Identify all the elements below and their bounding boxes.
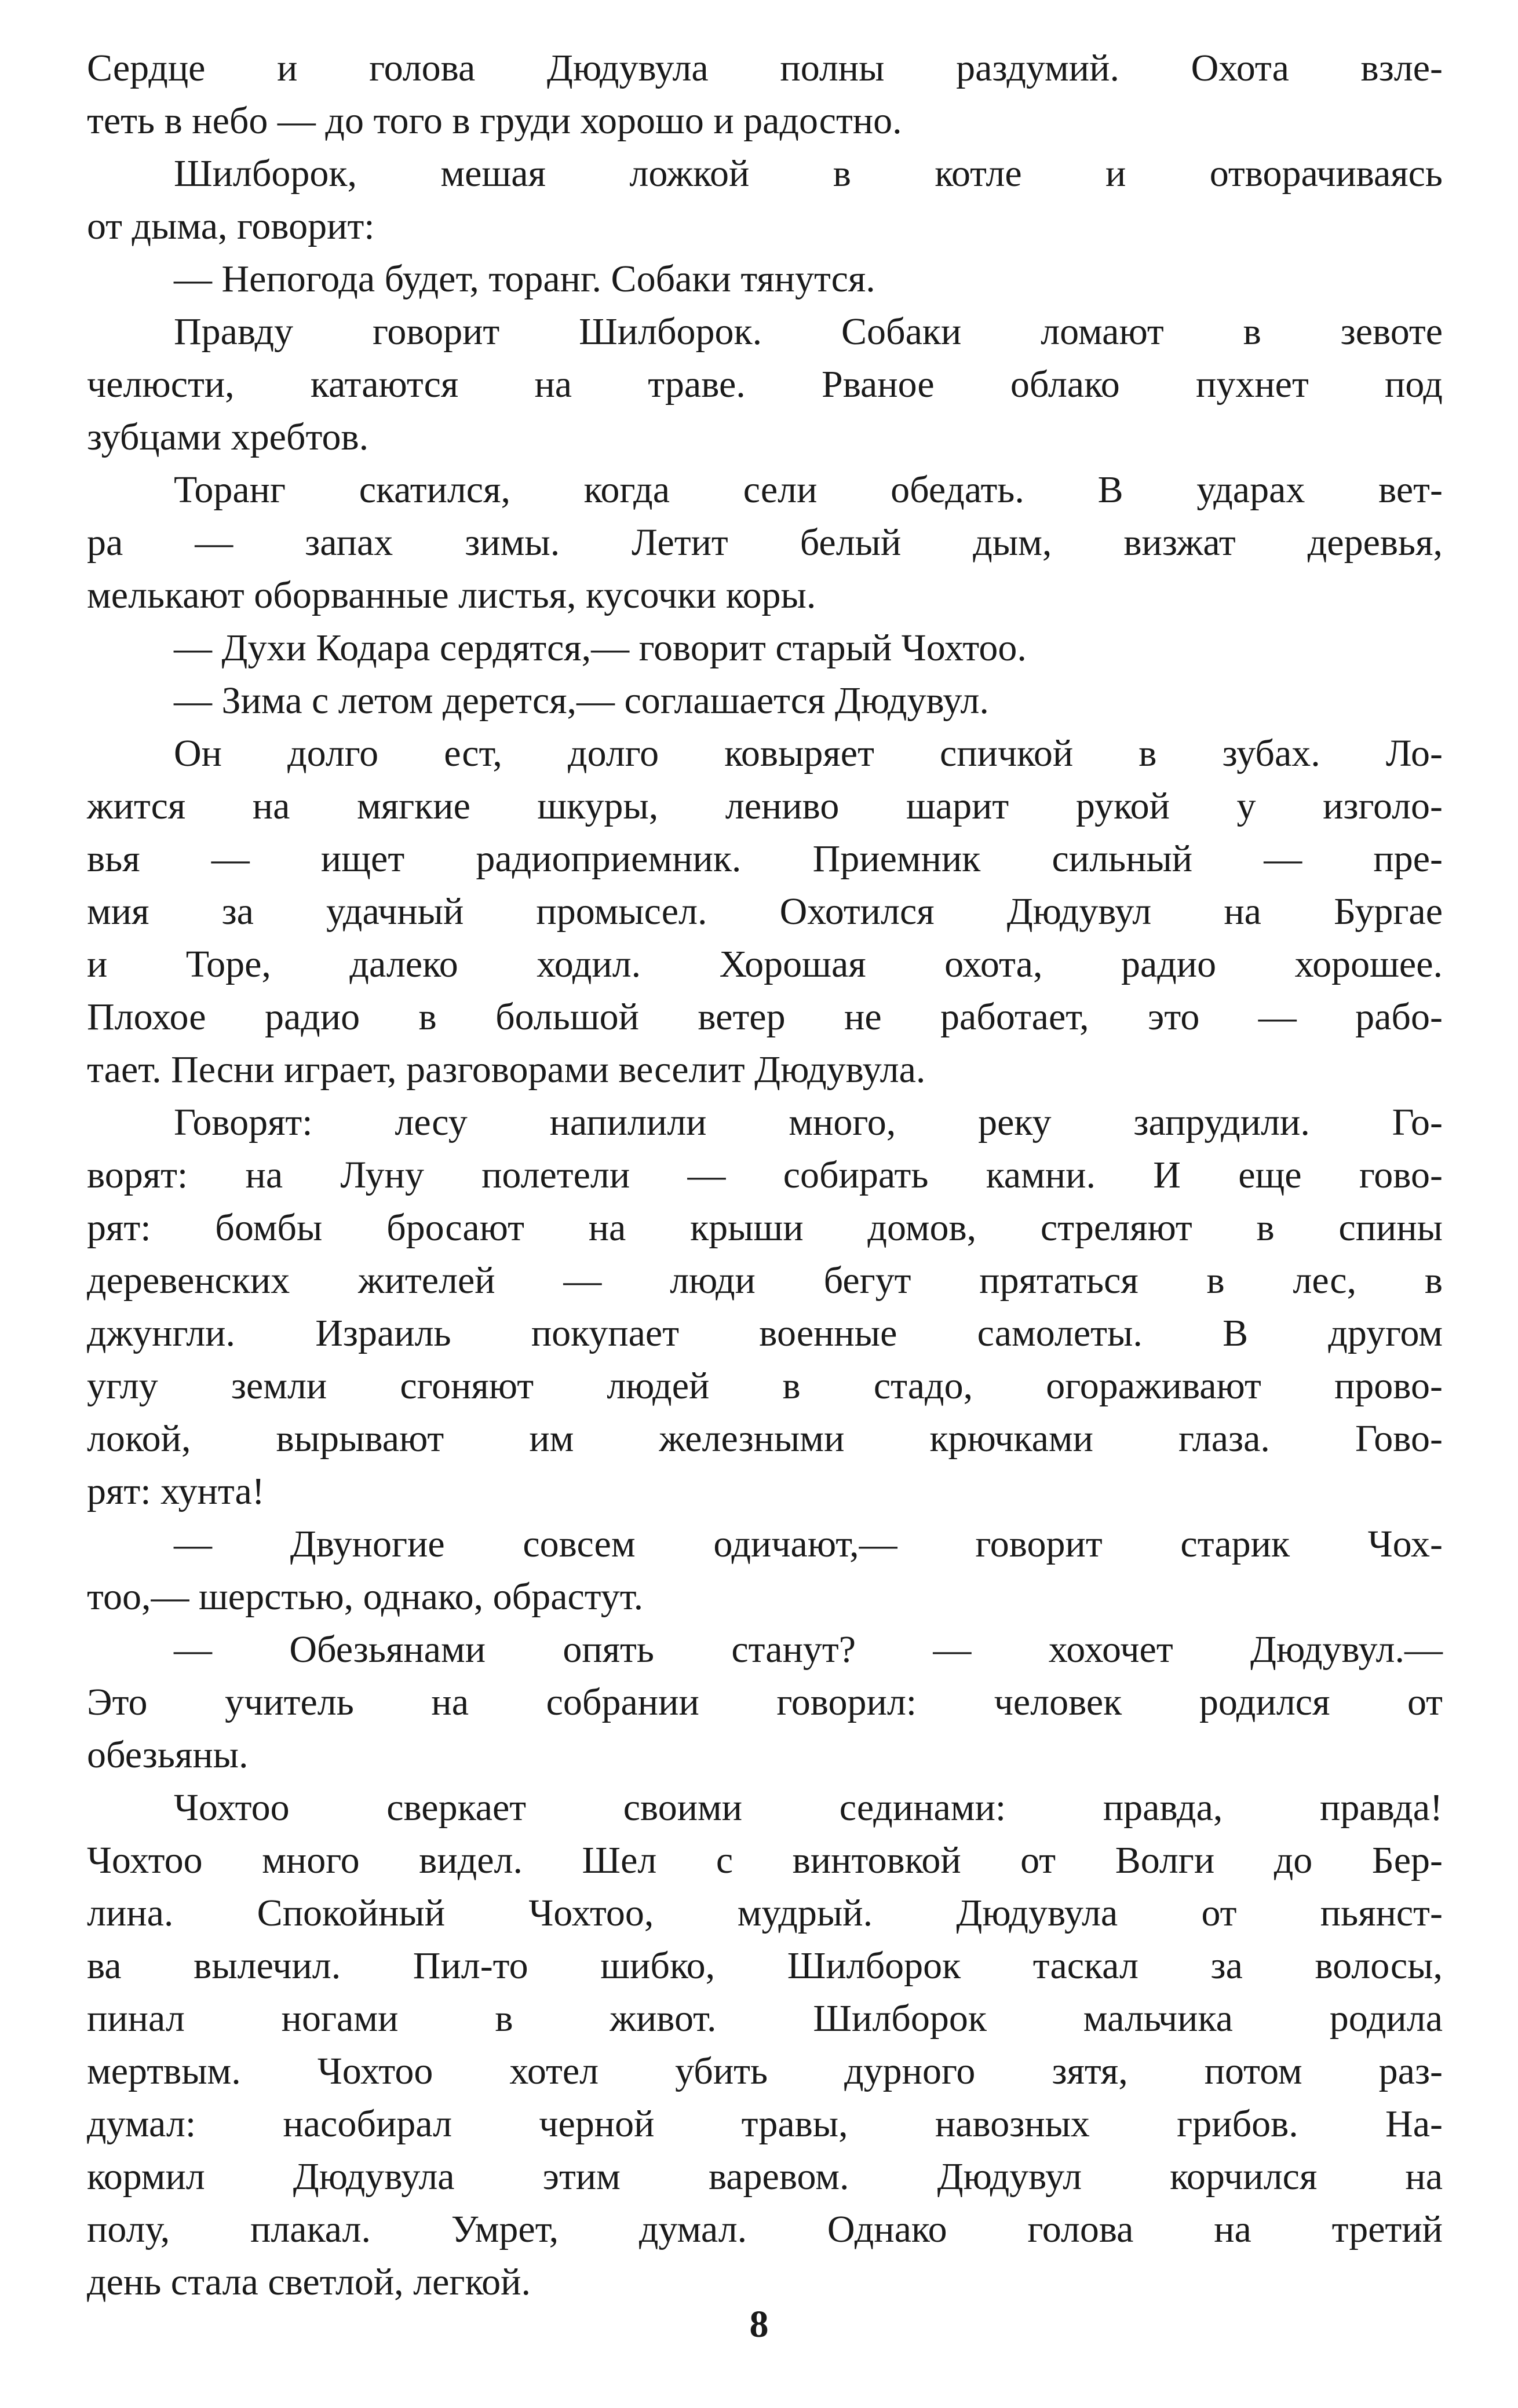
- text-line: день стала светлой, легкой.: [87, 2261, 531, 2303]
- text-line: Чохтоо много видел. Шел с винтовкой от Волги до Бер-: [87, 1839, 1443, 1881]
- text-line: от дыма, говорит:: [87, 205, 375, 247]
- text-line: кормил Дюдувула этим варевом. Дюдувул корчился на: [87, 2155, 1443, 2198]
- paragraph: [87, 253, 1443, 305]
- text-line: рят: бомбы бросают на крыши домов, стреляют в спины: [87, 1207, 1443, 1249]
- text-line: мия за удачный промысел. Охотился Дюдувул на Бургае: [87, 890, 1443, 933]
- paragraph: [87, 1623, 1443, 1781]
- paragraph: [87, 147, 1443, 253]
- paragraph: [87, 727, 1443, 1096]
- paragraph: [87, 463, 1443, 622]
- text-line: Торанг скатился, когда сели обедать. В ударах вет-: [174, 469, 1443, 511]
- paragraph: [87, 674, 1443, 727]
- page-number: 8: [749, 2303, 769, 2345]
- text-line: Шилборок, мешая ложкой в котле и отворачиваясь: [174, 152, 1443, 195]
- paragraph: [87, 1096, 1443, 1518]
- paragraph: [87, 305, 1443, 463]
- paragraph: [87, 622, 1443, 674]
- text-line: джунгли. Израиль покупает военные самолеты. В другом: [87, 1312, 1443, 1354]
- paragraph: [87, 1518, 1443, 1623]
- text-line: ва вылечил. Пил-то шибко, Шилборок таскал за волосы,: [87, 1945, 1443, 1987]
- text-line: — Зима с летом дерется,— соглашается Дюдувул.: [174, 679, 989, 722]
- text-line: Правду говорит Шилборок. Собаки ломают в зевоте: [174, 310, 1443, 353]
- text-line: зубцами хребтов.: [87, 416, 369, 458]
- text-line: вья — ищет радиоприемник. Приемник сильный — пре-: [87, 838, 1443, 880]
- text-line: Это учитель на собрании говорил: человек родился от: [87, 1681, 1443, 1723]
- text-line: жится на мягкие шкуры, лениво шарит рукой у изголо-: [87, 785, 1443, 827]
- text-line: Плохое радио в большой ветер не работает, это — рабо-: [87, 996, 1443, 1038]
- text-line: — Непогода будет, торанг. Собаки тянутся.: [174, 258, 875, 300]
- text-line: рят: хунта!: [87, 1470, 265, 1512]
- text-line: ра — запах зимы. Летит белый дым, визжат деревья,: [87, 521, 1443, 564]
- text-line: лина. Спокойный Чохтоо, мудрый. Дюдувула от пьянст-: [87, 1892, 1443, 1934]
- page-body-text: [87, 42, 1443, 2308]
- text-line: деревенских жителей — люди бегут прятаться в лес, в: [87, 1259, 1443, 1302]
- text-line: локой, вырывают им железными крючками глаза. Гово-: [87, 1417, 1443, 1460]
- text-line: — Обезьянами опять станут? — хохочет Дюдувул.—: [174, 1628, 1443, 1671]
- text-line: — Двуногие совсем одичают,— говорит старик Чох-: [174, 1523, 1443, 1565]
- text-line: ворят: на Луну полетели — собирать камни. И еще гово-: [87, 1154, 1443, 1196]
- text-line: мертвым. Чохтоо хотел убить дурного зятя, потом раз-: [87, 2050, 1443, 2092]
- text-line: пинал ногами в живот. Шилборок мальчика родила: [87, 1997, 1443, 2040]
- text-line: тоо,— шерстью, однако, обрастут.: [87, 1576, 644, 1618]
- text-line: думал: насобирал черной травы, навозных грибов. На-: [87, 2103, 1443, 2145]
- text-line: Говорят: лесу напилили много, реку запрудили. Го-: [174, 1101, 1443, 1143]
- text-line: Чохтоо сверкает своими сединами: правда, правда!: [174, 1786, 1443, 1829]
- text-line: Он долго ест, долго ковыряет спичкой в зубах. Ло-: [174, 732, 1443, 774]
- text-line: обезьяны.: [87, 1734, 249, 1776]
- text-line: теть в небо — до того в груди хорошо и радостно.: [87, 100, 902, 142]
- paragraph: [87, 42, 1443, 147]
- paragraph: [87, 1781, 1443, 2308]
- text-line: полу, плакал. Умрет, думал. Однако голова на третий: [87, 2208, 1443, 2250]
- text-line: челюсти, катаются на траве. Рваное облако пухнет под: [87, 363, 1443, 405]
- text-line: мелькают оборванные листья, кусочки коры.: [87, 574, 816, 616]
- text-line: Сердце и голова Дюдувула полны раздумий. Охота взле-: [87, 47, 1443, 89]
- text-line: — Духи Кодара сердятся,— говорит старый Чохтоо.: [174, 627, 1027, 669]
- text-line: тает. Песни играет, разговорами веселит Дюдувула.: [87, 1048, 926, 1091]
- text-line: углу земли сгоняют людей в стадо, огораживают прово-: [87, 1365, 1443, 1407]
- text-line: и Торе, далеко ходил. Хорошая охота, радио хорошее.: [87, 943, 1443, 985]
